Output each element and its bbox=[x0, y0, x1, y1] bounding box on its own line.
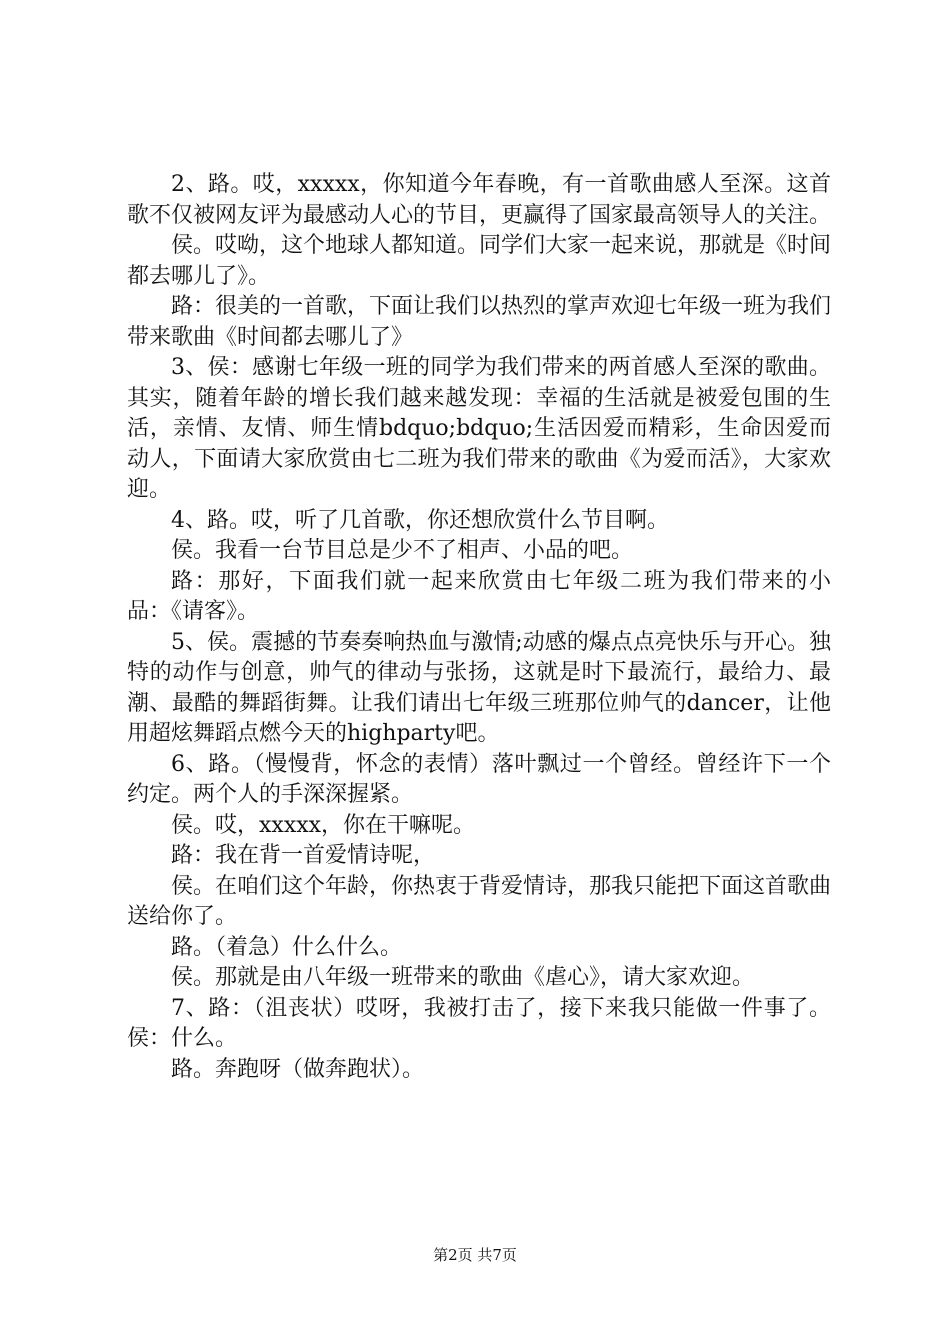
paragraph: 侯。那就是由八年级一班带来的歌曲《虐心》，请大家欢迎。 bbox=[171, 965, 755, 990]
paragraph: 侯。哎，xxxxx，你在干嘛呢。 bbox=[171, 812, 476, 838]
paragraph: 5、侯。震撼的节奏奏响热血与激情;动感的爆点点亮快乐与开心。独特的动作与创意，帅气的律动与张扬，这就是时下最流行，最给力、最潮、最酷的舞蹈街舞。让我们请出七年级三班那位帅气的dancer，让他用超炫舞蹈点燃今天的highparty吧。 bbox=[127, 629, 831, 746]
paragraph: 路。（着急）什么什么。 bbox=[171, 934, 403, 960]
paragraph: 路。奔跑呀（做奔跑状）。 bbox=[171, 1056, 425, 1082]
page-number-footer: 第2页 共7页 bbox=[433, 1246, 517, 1264]
document-body bbox=[127, 170, 831, 1085]
paragraph: 2、路。哎，xxxxx，你知道今年春晚，有一首歌曲感人至深。这首歌不仅被网友评为最感动人心的节目，更赢得了国家最高领导人的关注。 bbox=[127, 172, 832, 228]
paragraph: 侯。哎呦，这个地球人都知道。同学们大家一起来说，那就是《时间都去哪儿了》。 bbox=[127, 233, 832, 289]
paragraph: 路：很美的一首歌，下面让我们以热烈的掌声欢迎七年级一班为我们带来歌曲《时间都去哪儿了》 bbox=[127, 294, 832, 350]
paragraph: 侯。在咱们这个年龄，你热衷于背爱情诗，那我只能把下面这首歌曲送给你了。 bbox=[127, 873, 832, 929]
paragraph: 路：我在背一首爱情诗呢， bbox=[171, 843, 436, 868]
paragraph: 4、路。哎，听了几首歌，你还想欣赏什么节目啊。 bbox=[171, 507, 669, 533]
paragraph: 7、路：（沮丧状）哎呀，我被打击了，接下来我只能做一件事了。侯：什么。 bbox=[127, 995, 831, 1051]
paragraph: 3、侯：感谢七年级一班的同学为我们带来的两首感人至深的歌曲。其实，随着年龄的增长我们越来越发现：幸福的生活就是被爱包围的生活，亲情、友情、师生情bdquo;bdquo;生活因爱而精彩，生命因爱而动人，下面请大家欣赏由七二班为我们带来的歌曲《为爱而活》，大家欢迎。 bbox=[127, 355, 831, 502]
paragraph: 6、路。（慢慢背，怀念的表情）落叶飘过一个曾经。曾经许下一个约定。两个人的手深深握紧。 bbox=[127, 751, 831, 807]
paragraph: 路：那好，下面我们就一起来欣赏由七年级二班为我们带来的小品：《请客》。 bbox=[127, 568, 831, 624]
paragraph: 侯。我看一台节目总是少不了相声、小品的吧。 bbox=[171, 538, 634, 563]
